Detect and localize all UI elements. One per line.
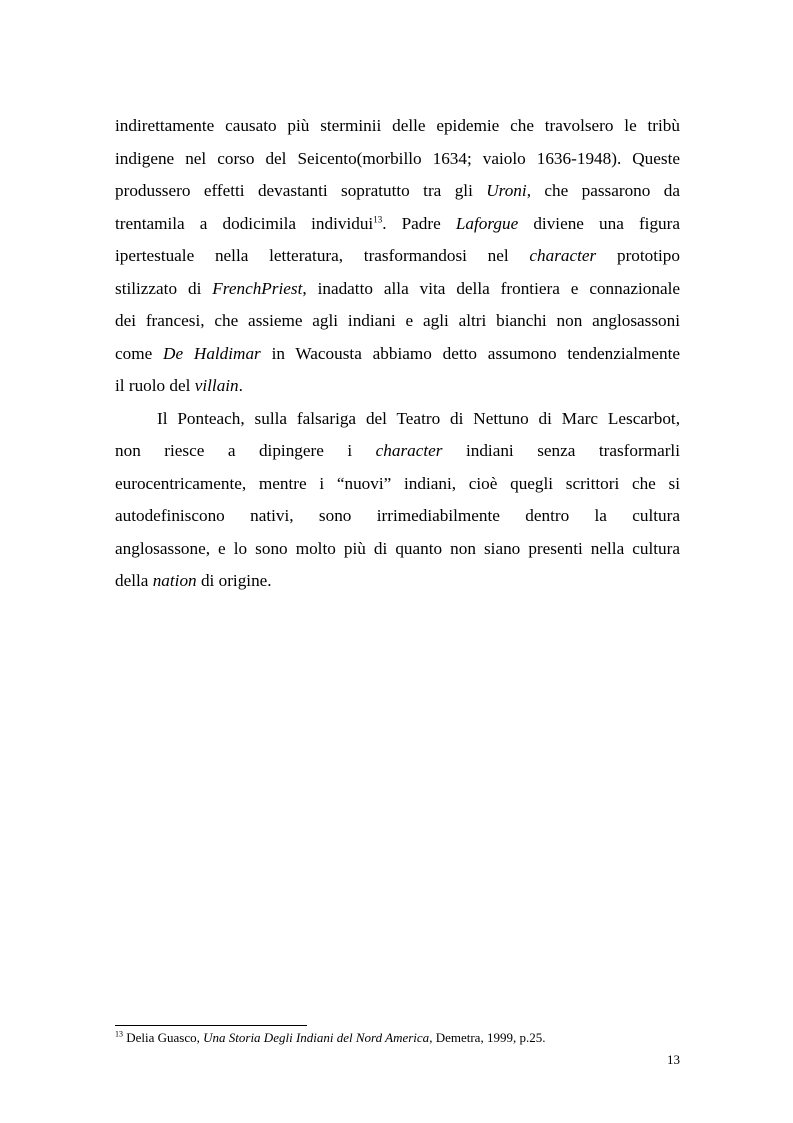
text-span: indiani senza trasformarli [442, 441, 680, 460]
text-span: dei francesi, che assieme agli indiani e agli altri bianchi non anglosassoni [115, 311, 680, 330]
text-line [115, 370, 680, 403]
page-number: 13 [667, 1052, 680, 1067]
text-span: come [115, 343, 164, 363]
text-span: in Wacousta abbiamo detto assumono tendenzialmente [260, 343, 680, 363]
text-span: autodefiniscono nativi, sono irrimediabilmente dentro la cultura [115, 506, 680, 525]
paragraph-1 [115, 110, 680, 403]
text-span: eurocentricamente, mentre i “nuovi” indiani, cioè quegli scrittori che si [115, 473, 680, 493]
text-line [115, 240, 680, 273]
footnote-reference[interactable]: 13 [373, 213, 383, 224]
text-span: indirettamente causato più sterminii delle epidemie che travolsero le tribù [115, 116, 680, 135]
text-span: produssero effetti devastanti sopratutto tra gli [115, 181, 487, 200]
italic-term: character [529, 246, 597, 265]
paragraph-2 [115, 403, 680, 598]
italic-term: FrenchPriest [212, 278, 303, 298]
footnote [115, 1030, 680, 1046]
text-span: stilizzato di [115, 278, 213, 298]
text-span: , inadatto alla vita della frontiera e connazionale [302, 278, 680, 298]
footnote-marker: 13 [115, 1029, 123, 1039]
text-span: il ruolo del [115, 376, 195, 395]
text-span: . [238, 376, 243, 395]
text-line [115, 533, 680, 566]
italic-term: nation [152, 571, 197, 590]
text-span: . Padre [382, 213, 456, 233]
footnote-details: , Demetra, 1999, p.25. [429, 1030, 546, 1045]
text-span: indigene nel corso del Seicento(morbillo 1634; vaiolo 1636-1948). Queste [115, 148, 680, 168]
text-span: , che passarono da [526, 181, 680, 200]
italic-term: De Haldimar [163, 343, 261, 363]
text-line [115, 208, 680, 241]
text-line [115, 500, 680, 533]
text-line [115, 338, 680, 371]
italic-term: Uroni [486, 181, 527, 200]
text-span: Il Ponteach, sulla falsariga del Teatro di Nettuno di Marc Lescarbot, [157, 408, 680, 428]
text-line [115, 175, 680, 208]
text-span: anglosassone, e lo sono molto più di quanto non siano presenti nella cultura [115, 538, 680, 558]
italic-term: Laforgue [455, 213, 519, 233]
text-span: non riesce a dipingere i [115, 441, 376, 460]
text-line [115, 565, 680, 598]
text-line [115, 468, 680, 501]
footnote-separator [115, 1025, 307, 1026]
text-line [115, 110, 680, 143]
italic-term: villain [194, 376, 239, 395]
italic-term: character [375, 441, 443, 460]
text-span: trentamila a dodicimila individui [115, 213, 374, 233]
text-line [115, 403, 680, 436]
text-line [115, 273, 680, 306]
text-line [115, 143, 680, 176]
text-span: della [115, 571, 153, 590]
text-span: prototipo [596, 246, 680, 265]
text-line [115, 435, 680, 468]
footnote-author: Delia Guasco, [123, 1030, 204, 1045]
text-span: di origine. [196, 571, 272, 590]
footnote-title: Una Storia Degli Indiani del Nord America [203, 1030, 430, 1045]
text-span: diviene una figura [518, 213, 680, 233]
text-span: ipertestuale nella letteratura, trasformandosi nel [115, 246, 530, 265]
body-text [115, 110, 680, 598]
text-line [115, 305, 680, 338]
